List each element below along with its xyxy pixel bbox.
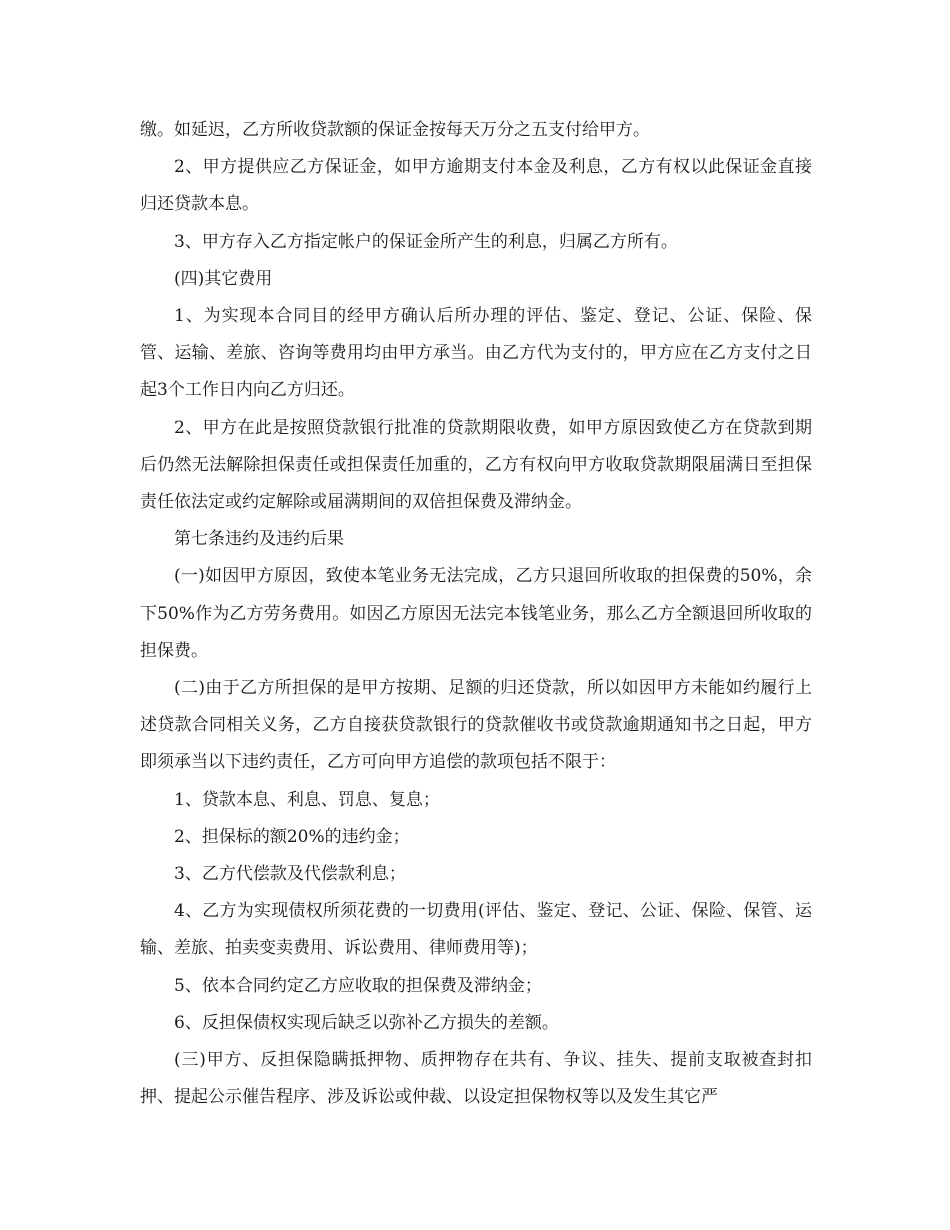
list-item: 5、依本合同约定乙方应收取的担保费及滞纳金； bbox=[174, 975, 542, 996]
paragraph: 1、为实现本合同目的经甲方确认后所办理的评估、鉴定、登记、公证、保险、保管、运输、差旅、咨询等费用均由甲方承当。由乙方代为支付的，甲方应在乙方支付之日起3个工作日内向乙方归还。 bbox=[140, 306, 812, 401]
paragraph: (二)由于乙方所担保的是甲方按期、足额的归还贷款，所以如因甲方未能如约履行上述贷款合同相关义务，乙方自接获贷款银行的贷款催收书或贷款逾期通知书之日起，甲方即须承当以下违约责任，乙方可向甲方追偿的款项包括不限于： bbox=[140, 678, 812, 773]
paragraph: 3、甲方存入乙方指定帐户的保证金所产生的利息，归属乙方所有。 bbox=[174, 231, 678, 252]
list-item: 4、乙方为实现债权所须花费的一切费用(评估、鉴定、登记、公证、保险、保管、运输、差旅、拍卖变卖费用、诉讼费用、律师费用等)； bbox=[140, 901, 812, 959]
list-item: 1、贷款本息、利息、罚息、复息； bbox=[174, 789, 440, 810]
article-heading: 第七条违约及违约后果 bbox=[174, 529, 344, 550]
paragraph: (三)甲方、反担保隐瞒抵押物、质押物存在共有、争议、挂失、提前支取被查封扣押、提起公示催告程序、涉及诉讼或仲裁、以设定担保物权等以及发生其它严 bbox=[140, 1050, 812, 1108]
paragraph: (一)如因甲方原因，致使本笔业务无法完成，乙方只退回所收取的担保费的50%，余下50%作为乙方劳务费用。如因乙方原因无法完本钱笔业务，那么乙方全额退回所收取的担保费。 bbox=[140, 566, 812, 661]
paragraph: 2、甲方提供应乙方保证金，如甲方逾期支付本金及利息，乙方有权以此保证金直接归还贷款本息。 bbox=[140, 157, 812, 215]
paragraph: 缴。如延迟，乙方所收贷款额的保证金按每天万分之五支付给甲方。 bbox=[140, 120, 650, 140]
list-item: 3、乙方代偿款及代偿款利息； bbox=[174, 864, 406, 885]
list-item: 6、反担保债权实现后缺乏以弥补乙方损失的差额。 bbox=[174, 1012, 559, 1033]
paragraph: 2、甲方在此是按照贷款银行批准的贷款期限收费，如甲方原因致使乙方在贷款到期后仍然无法解除担保责任或担保责任加重的，乙方有权向甲方收取贷款期限届满日至担保责任依法定或约定解除或届满期间的双倍担保费及滞纳金。 bbox=[140, 417, 812, 513]
document-body bbox=[140, 112, 812, 1116]
section-heading: (四)其它费用 bbox=[174, 268, 273, 289]
list-item: 2、担保标的额20%的违约金； bbox=[174, 826, 410, 847]
